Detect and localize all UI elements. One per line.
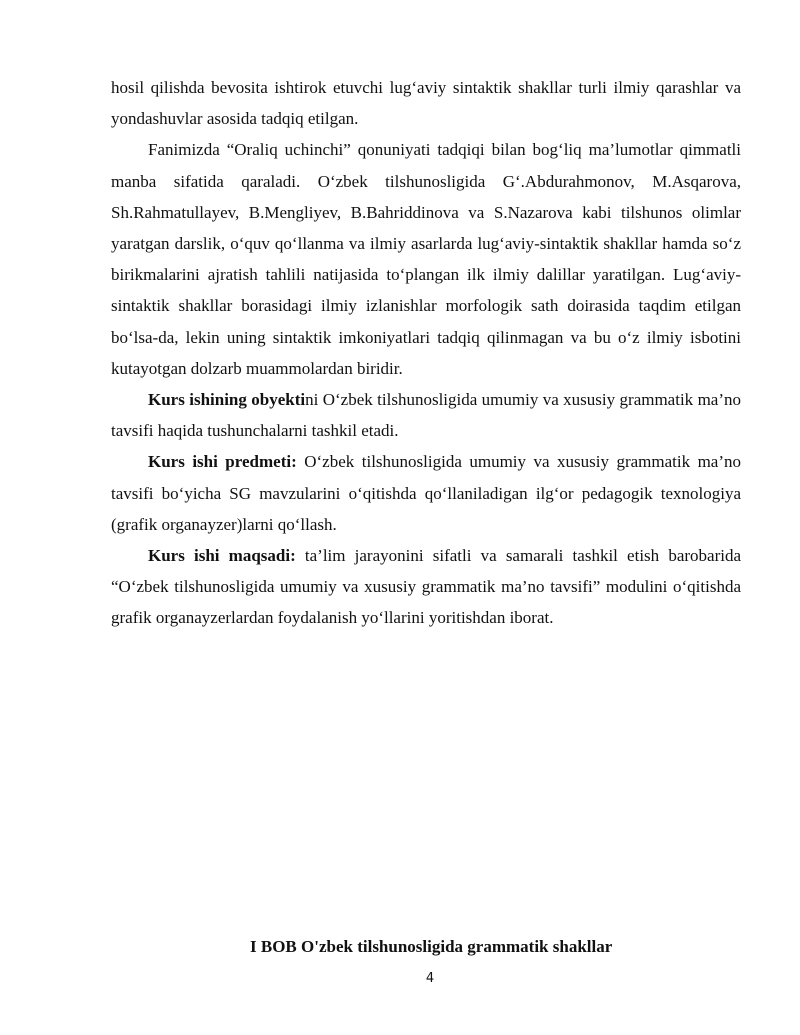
obyekt-text: ni O‘zbek tilshunosligida umumiy va xususiy grammatik ma’no tavsifi haqida tushunchalarni tashkil etadi.	[111, 390, 741, 441]
predmet-label: Kurs ishi predmeti:	[148, 452, 297, 472]
body-text	[111, 72, 741, 634]
predmet-text: O‘zbek tilshunosligida umumiy va xususiy grammatik ma’no tavsifi bo‘yicha SG mavzularini o‘qitishda qo‘llaniladigan ilg‘or pedagogik texnologiya (grafik organayzer)larni qo‘llash.	[111, 452, 741, 534]
chapter-heading: I BOB O'zbek tilshunosligida grammatik shakllar	[250, 937, 613, 956]
page-number: 4	[425, 971, 435, 986]
maqsad-text: ta’lim jarayonini sifatli va samarali tashkil etish barobarida “O‘zbek tilshunosligida umumiy va xususiy grammatik ma’no tavsifi” modulini o‘qitishda grafik organayzerlardan foydalanish yo‘llarini yoritishdan iborat.	[111, 546, 741, 628]
paragraph-predmet	[111, 446, 741, 540]
paragraph-obyekt	[111, 384, 741, 446]
paragraph-fanimizda: Fanimizda “Oraliq uchinchi” qonuniyati tadqiqi bilan bog‘liq ma’lumotlar qimmatli manba sifatida qaraladi. O‘zbek tilshunosligida G‘.Abdurahmonov, M.Asqarova, Sh.Rahmatullayev, B.Mengliyev, B.Bahriddinova va S.Nazarova kabi tilshunos olimlar yaratgan darslik, o‘quv qo‘llanma va ilmiy asarlarda lug‘aviy-sintaktik shakllar hamda so‘z birikmalarini ajratish tahlili natijasida to‘plangan ilk ilmiy dalillar yaratilgan. Lug‘aviy-sintaktik shakllar borasidagi ilmiy izlanishlar morfologik sath doirasida taqdim etilgan bo‘lsa-da, lekin uning sintaktik imkoniyatlari tadqiq qilinmagan va bu o‘z ilmiy isbotini kutayotgan dolzarb muammolardan biridir.	[111, 140, 741, 378]
obyekt-label: Kurs ishining obyekti	[148, 390, 306, 410]
paragraph-continuation: hosil qilishda bevosita ishtirok etuvchi lug‘aviy sintaktik shakllar turli ilmiy qarashlar va yondashuvlar asosida tadqiq etilgan.	[111, 78, 741, 129]
paragraph-maqsad	[111, 540, 741, 634]
maqsad-label: Kurs ishi maqsadi:	[148, 546, 296, 566]
